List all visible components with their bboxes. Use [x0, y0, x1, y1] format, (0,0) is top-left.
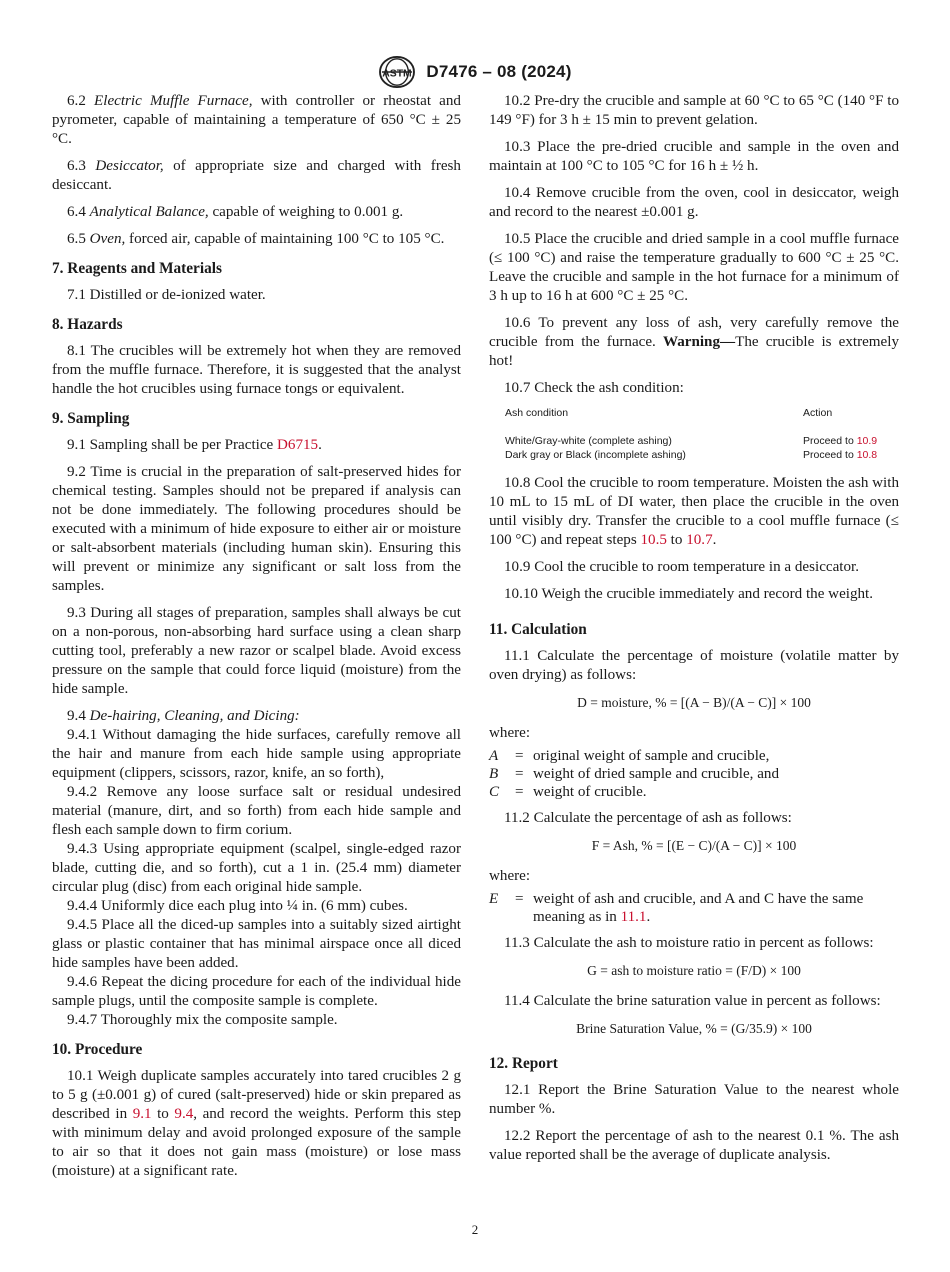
section-9-1: 9.1 Sampling shall be per Practice D6715. — [67, 437, 322, 453]
equation-ratio: G = ash to moisture ratio = (F/D) × 100 — [587, 963, 801, 978]
equation-brine: Brine Saturation Value, % = (G/35.9) × 100 — [576, 1021, 812, 1036]
ref-10-7-link[interactable]: 10.7 — [686, 532, 713, 548]
ref-10-5-link[interactable]: 10.5 — [640, 532, 667, 548]
section-6-3: 6.3 Desiccator, of appropriate size and charged with fresh desiccant. — [52, 158, 461, 193]
ref-9-1-link[interactable]: 9.1 — [132, 1106, 152, 1122]
section-10-5: 10.5 Place the crucible and dried sample in a cool muffle furnace (≤ 100 °C) and raise the temperature gradually to 600 °C ± 25 °C. Leave the crucible and sample in the hot furnace for a minimum of 3 h up to 16 h at 600 °C ± 25 °C. — [489, 231, 899, 304]
section-6-2: 6.2 Electric Muffle Furnace, with controller or rheostat and pyrometer, capable of maintaining a temperature of 650 °C ± 25 °C. — [52, 93, 461, 147]
section-9-4-3: 9.4.3 Using appropriate equipment (scalpel, single-edged razor blade, cutting die, and so forth), cut a 1 in. (25.4 mm) diameter circular plug (disc) from each original hide sample. — [52, 841, 461, 895]
section-9-4: 9.4 De-hairing, Cleaning, and Dicing: — [67, 708, 300, 724]
definition-e: E = weight of ash and crucible, and A and C have the same meaning as in 11.1. — [489, 891, 864, 925]
section-10-4: 10.4 Remove crucible from the oven, cool in desiccator, weigh and record to the nearest ±0.001 g. — [489, 185, 899, 220]
section-7-1: 7.1 Distilled or de-ionized water. — [67, 287, 266, 303]
heading-9: 9. Sampling — [52, 410, 130, 427]
ref-d6715-link[interactable]: D6715 — [277, 437, 319, 453]
table-row: Dark gray or Black (incomplete ashing) Proceed to 10.8 — [505, 449, 878, 461]
section-10-8: 10.8 Cool the crucible to room temperature. Moisten the ash with 10 mL to 15 mL of DI water, then place the crucible in the oven until visibly dry. Transfer the crucible to a cool muffle furnace (≤ 100 °C) and repeat steps 10.5 to 10.7. — [489, 475, 899, 548]
page-number: 2 — [471, 1222, 479, 1237]
ref-10-9-link[interactable]: 10.9 — [856, 435, 878, 447]
where-label: where: — [489, 725, 531, 741]
document-code: D7476 – 08 (2024) — [426, 62, 572, 81]
section-10-1: 10.1 Weigh duplicate samples accurately into tared crucibles 2 g to 5 g (±0.001 g) of cured (salt-preserved) hide or skin prepared as described in 9.1 to 9.4, and record the weights. Perform this step with minimum delay and avoid prolonged exposure of the sample to air so that it does not gain mass (moisture) or lose mass (moisture) at a significant rate. — [52, 1068, 461, 1179]
ref-9-4-link[interactable]: 9.4 — [174, 1106, 194, 1122]
heading-11: 11. Calculation — [489, 621, 587, 638]
section-11-3: 11.3 Calculate the ash to moisture ratio in percent as follows: — [504, 935, 874, 951]
section-9-2: 9.2 Time is crucial in the preparation of salt-preserved hides for chemical testing. Samples should not be prepared if analysis can not be done immediately. The following procedures should be executed with a minimum of hide exposure to either air or moisture or salt-absorbent materials (including human skin). Ensuring this will prevent or minimize any significant or salt loss from the samples. — [52, 464, 461, 594]
page-header — [0, 55, 950, 89]
section-9-4-7: 9.4.7 Thoroughly mix the composite sample. — [67, 1012, 338, 1028]
section-9-4-2: 9.4.2 Remove any loose surface salt or residual undesired material (manure, dirt, and so forth) from each hide sample and flesh each sample down to firm corium. — [52, 784, 461, 838]
section-9-4-4: 9.4.4 Uniformly dice each plug into ¼ in. (6 mm) cubes. — [67, 898, 408, 914]
definition-b: B = weight of dried sample and crucible, and — [489, 766, 780, 782]
definition-c: C = weight of crucible. — [489, 784, 647, 800]
heading-7: 7. Reagents and Materials — [52, 260, 222, 277]
heading-8: 8. Hazards — [52, 316, 123, 333]
section-11-1: 11.1 Calculate the percentage of moisture (volatile matter by oven drying) as follows: — [489, 648, 899, 683]
section-11-4: 11.4 Calculate the brine saturation value in percent as follows: — [504, 993, 881, 1009]
heading-10: 10. Procedure — [52, 1041, 143, 1058]
equation-ash: F = Ash, % = [(E − C)/(A − C)] × 100 — [591, 838, 797, 853]
ash-condition-table — [505, 406, 899, 462]
section-10-10: 10.10 Weigh the crucible immediately and record the weight. — [504, 586, 874, 602]
section-10-3: 10.3 Place the pre-dried crucible and sample in the oven and maintain at 100 °C to 105 °C for 16 h ± ½ h. — [489, 139, 899, 174]
section-8-1: 8.1 The crucibles will be extremely hot when they are removed from the muffle furnace. Therefore, it is suggested that the analyst handle the hot crucibles using furnace tongs or equivalent. — [52, 343, 461, 397]
ref-11-1-link[interactable]: 11.1 — [620, 909, 647, 925]
section-9-3: 9.3 During all stages of preparation, samples shall always be cut on a non-porous, non-absorbing hard surface using a clean sharp cutting tool, preferably a new razor or scalpel blade. Avoid excess pressure on the sample that could force liquid (moisture) from the hide sample. — [52, 605, 461, 697]
section-9-4-5: 9.4.5 Place all the diced-up samples into a suitably sized airtight glass or plastic container that has minimal airspace once all diced hide samples have been added. — [52, 917, 461, 971]
section-11-2: 11.2 Calculate the percentage of ash as follows: — [504, 810, 792, 826]
equation-moisture: D = moisture, % = [(A − B)/(A − C)] × 100 — [577, 695, 811, 710]
heading-12: 12. Report — [489, 1055, 558, 1072]
section-12-2: 12.2 Report the percentage of ash to the nearest 0.1 %. The ash value reported shall be the average of duplicate analysis. — [489, 1128, 899, 1163]
section-9-4-6: 9.4.6 Repeat the dicing procedure for each of the individual hide sample plugs, until the composite sample is complete. — [52, 974, 461, 1009]
section-10-9: 10.9 Cool the crucible to room temperature in a desiccator. — [504, 559, 860, 575]
section-10-7: 10.7 Check the ash condition: — [504, 380, 684, 396]
section-6-4: 6.4 Analytical Balance, capable of weighing to 0.001 g. — [67, 204, 404, 220]
section-10-6: 10.6 To prevent any loss of ash, very carefully remove the crucible from the furnace. Warning—The crucible is extremely hot! — [489, 315, 899, 369]
section-6-5: 6.5 Oven, forced air, capable of maintaining 100 °C to 105 °C. — [67, 231, 445, 247]
definition-a: A = original weight of sample and crucible, — [489, 748, 770, 764]
section-12-1: 12.1 Report the Brine Saturation Value to the nearest whole number %. — [489, 1082, 899, 1117]
svg-text:ASTM: ASTM — [382, 68, 413, 80]
where-label: where: — [489, 868, 531, 884]
section-9-4-1: 9.4.1 Without damaging the hide surfaces, carefully remove all the hair and manure from each hide sample using appropriate equipment (clippers, scissors, razor, knife, an so forth), — [52, 727, 461, 781]
right-column — [489, 92, 899, 1173]
ref-10-8-link[interactable]: 10.8 — [856, 449, 878, 461]
section-10-2: 10.2 Pre-dry the crucible and sample at 60 °C to 65 °C (140 °F to 149 °F) for 3 h ± 15 min to prevent gelation. — [489, 93, 899, 128]
left-column — [52, 92, 461, 1189]
table-row: White/Gray-white (complete ashing) Proceed to 10.9 — [505, 435, 878, 447]
astm-logo-icon — [378, 55, 416, 89]
warning-label: Warning— — [662, 334, 736, 350]
table-header: Ash condition Action — [505, 407, 833, 419]
